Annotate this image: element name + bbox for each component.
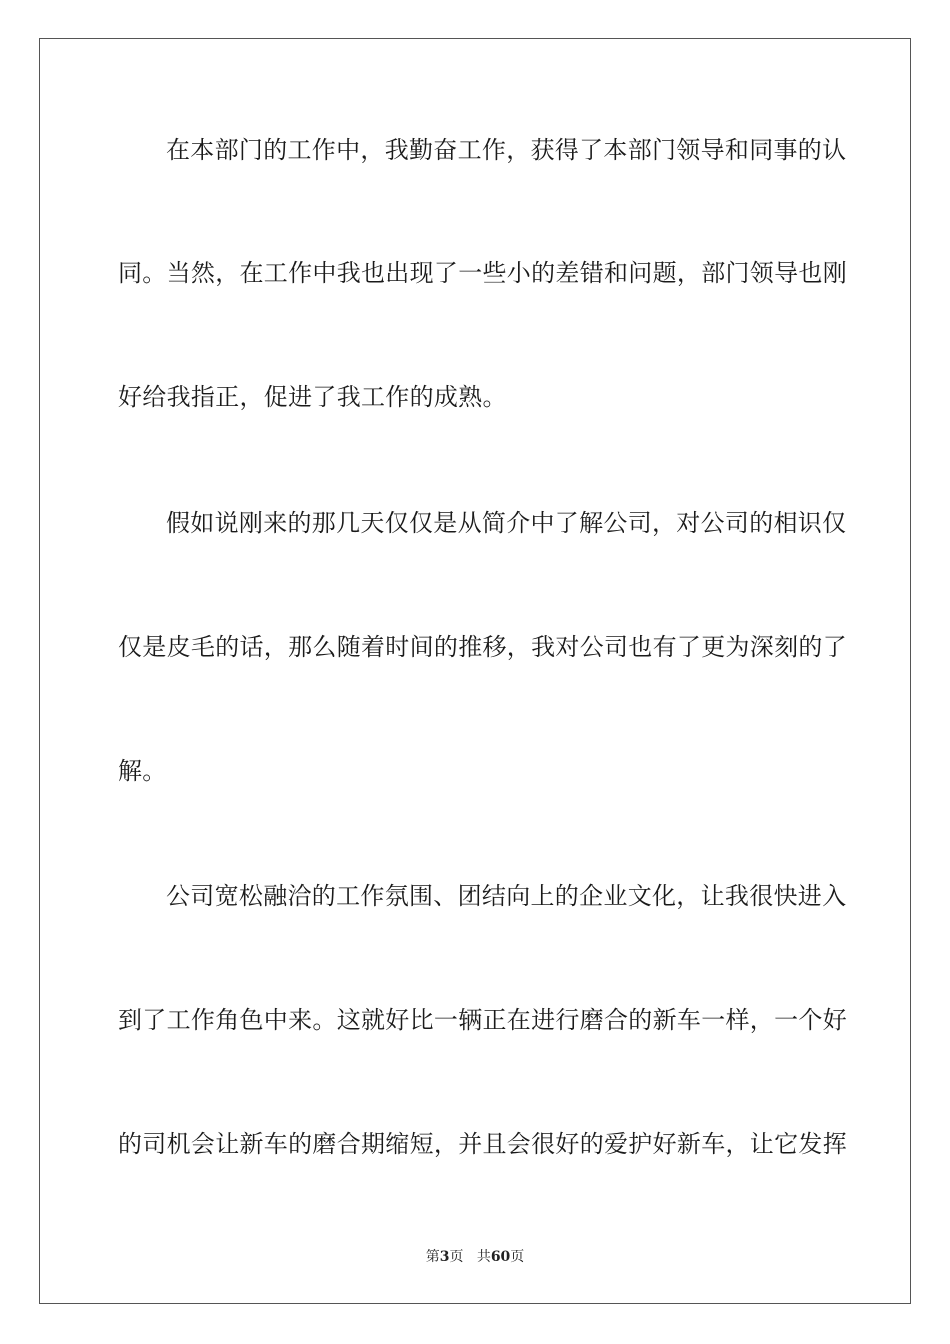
paragraph-1-line-3: 好给我指正，促进了我工作的成熟。	[118, 383, 507, 411]
paragraph-3-line-2: 到了工作角色中来。这就好比一辆正在进行磨合的新车一样，一个好	[118, 1006, 847, 1034]
paragraph-3-line-3: 的司机会让新车的磨合期缩短，并且会很好的爱护好新车，让它发挥	[118, 1130, 847, 1158]
footer-page-number: 3	[439, 1249, 450, 1265]
footer-page-suffix: 页	[449, 1249, 464, 1265]
footer-total-pages: 60	[490, 1249, 511, 1265]
footer-total-suffix: 页	[510, 1249, 525, 1265]
page-border	[39, 38, 911, 1304]
paragraph-1-line-2: 同。当然，在工作中我也出现了一些小的差错和问题，部门领导也刚	[118, 259, 847, 287]
paragraph-2-line-3: 解。	[118, 757, 167, 785]
paragraph-1-line-1: 在本部门的工作中，我勤奋工作，获得了本部门领导和同事的认	[166, 136, 847, 164]
footer-total-prefix: 共	[476, 1249, 491, 1265]
page-footer	[0, 1247, 950, 1267]
paragraph-2-line-1: 假如说刚来的那几天仅仅是从简介中了解公司，对公司的相识仅	[166, 509, 847, 537]
paragraph-3-line-1: 公司宽松融洽的工作氛围、团结向上的企业文化，让我很快进入	[166, 882, 847, 910]
paragraph-2-line-2: 仅是皮毛的话，那么随着时间的推移，我对公司也有了更为深刻的了	[118, 633, 847, 661]
footer-page-prefix: 第	[425, 1249, 440, 1265]
